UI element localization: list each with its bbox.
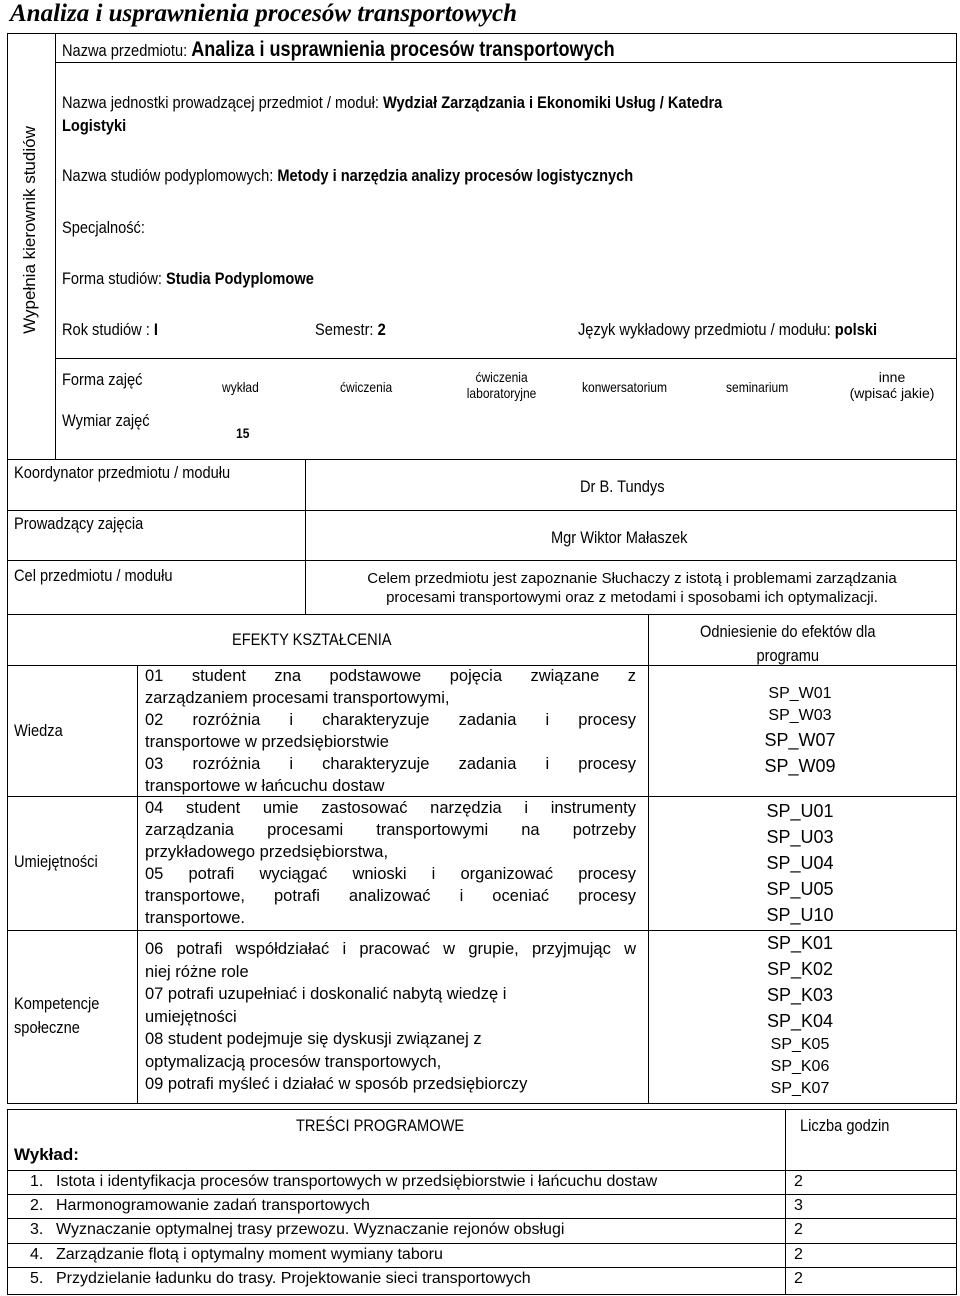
umiejetnosci-code: SP_U05 (766, 879, 834, 899)
forma-studiow-value: Studia Podyplomowe (166, 269, 314, 288)
tresci-item-text: Harmonogramowanie zadań transportowych (56, 1197, 370, 1214)
koordynator-label: Koordynator przedmiotu / modułu (14, 463, 231, 482)
inne-header-line2: (wpisać jakie) (849, 385, 935, 401)
umiejetnosci-codes (720, 798, 880, 928)
umiejetnosci-line: transportowe, potrafi analizować i oceniać procesy (145, 887, 636, 905)
forma-zajec-label: Forma zajęć (62, 370, 143, 389)
side-divider (55, 33, 56, 460)
lab-header (462, 369, 541, 401)
kompetencje-line: 07 potrafi uzupełniać i doskonalić nabytą wiedzę i (145, 985, 507, 1003)
specjalnosc-label: Specjalność: (62, 218, 145, 237)
kompetencje-code: SP_K04 (766, 1011, 834, 1031)
rok-label: Rok studiów : (62, 320, 150, 339)
umiejetnosci-line: przykładowego przedsiębiorstwa, (145, 843, 389, 861)
tresci-item-num: 3. (30, 1221, 44, 1238)
kompetencje-code: SP_K07 (770, 1080, 830, 1097)
tresci-item-hours: 2 (794, 1246, 803, 1263)
info-rule-1 (7, 510, 957, 511)
tresci-item-hours: 2 (794, 1173, 803, 1190)
kompetencje-label-line-1: Kompetencje (14, 994, 100, 1013)
tresci-item-num: 2. (30, 1197, 44, 1214)
wiedza-text (145, 665, 636, 797)
inne-header (842, 369, 942, 401)
studia-label: Nazwa studiów podyplomowych: (62, 166, 274, 185)
wiedza-line: 02 rozróżnia i charakteryzuje zadania i procesy (145, 711, 636, 729)
jednostka-row (62, 93, 722, 113)
kompetencje-line: umiejętności (145, 1007, 237, 1026)
jezyk-value: polski (834, 320, 878, 339)
prowadzacy-label: Prowadzący zajęcia (14, 514, 144, 533)
tresci-item-text: Istota i identyfikacja procesów transportowych w przedsiębiorstwie i łańcuchu dostaw (56, 1173, 658, 1190)
liczba-godzin-header: Liczba godzin (800, 1116, 890, 1135)
umiejetnosci-line: 04 student umie zastosować narzędzia i instrumenty (145, 799, 636, 817)
tresci-item-hours: 2 (794, 1270, 803, 1287)
tresci-item-hours: 3 (794, 1197, 803, 1214)
jezyk-label: Język wykładowy przedmiotu / modułu: (578, 320, 831, 339)
efekty-divider-left (137, 665, 138, 1104)
tresci-item-text: Wyznaczanie optymalnej trasy przewozu. Wyznaczanie rejonów obsługi (56, 1221, 565, 1238)
konwersatorium-header: konwersatorium (582, 379, 667, 395)
semestr-row (315, 320, 386, 340)
koordynator-value: Dr B. Tundys (580, 477, 665, 496)
kompetencje-line: 06 potrafi współdziałać i pracować w grupie, przyjmując w (145, 940, 636, 958)
tresci-item-text: Zarządzanie flotą i optymalny moment wymiany taboru (56, 1246, 443, 1263)
cel-value (310, 569, 954, 607)
cwiczenia-header: ćwiczenia (340, 379, 393, 395)
wiedza-line: zarządzaniem procesami transportowymi, (145, 689, 450, 707)
kompetencje-code: SP_K01 (766, 933, 834, 953)
side-label: Wypełnia kierownik studiów (20, 126, 39, 334)
cel-label: Cel przedmiotu / modułu (14, 566, 173, 585)
info-rule-2 (7, 560, 957, 561)
wiedza-codes (720, 683, 880, 779)
kompetencje-label (14, 992, 99, 1040)
document-title: Analiza i usprawnienia procesów transportowych (10, 0, 518, 27)
przedmiot-label: Nazwa przedmiotu: (62, 41, 188, 60)
tresci-item-hours: 2 (794, 1221, 803, 1238)
info-divider (305, 459, 306, 615)
tresci-rule-3 (7, 1243, 957, 1244)
kompetencje-code: SP_K03 (766, 985, 834, 1005)
wiedza-code: SP_W01 (768, 685, 832, 702)
cel-line-1: Celem przedmiotu jest zapoznanie Słuchaczy z istotą i problemami zarządzania (367, 570, 897, 587)
kompetencje-code: SP_K05 (770, 1036, 830, 1053)
umiejetnosci-code: SP_U10 (766, 905, 834, 925)
przedmiot-row (62, 38, 615, 62)
jednostka-label: Nazwa jednostki prowadzącej przedmiot / moduł: (62, 93, 379, 112)
jednostka-value-cont: Logistyki (62, 116, 127, 135)
umiejetnosci-line: transportowe. (145, 909, 245, 927)
tresci-rule-0 (7, 1170, 957, 1171)
rok-value: I (153, 320, 158, 339)
kompetencje-code: SP_K02 (766, 959, 834, 979)
studia-value: Metody i narzędzia analizy procesów logistycznych (277, 166, 634, 185)
lab-header-line1: ćwiczenia (475, 369, 528, 385)
semestr-label: Semestr: (315, 320, 374, 339)
umiejetnosci-label: Umiejętności (14, 852, 98, 871)
wyklad-header: wykład (222, 379, 259, 395)
wiedza-code: SP_W09 (764, 756, 836, 776)
seminarium-header: seminarium (726, 379, 789, 395)
wiedza-line: 01 student zna podstawowe pojęcia związane z (145, 667, 636, 685)
tresci-item-num: 4. (30, 1246, 44, 1263)
tresci-item-text: Przydzielanie ładunku do trasy. Projektowanie sieci transportowych (56, 1270, 531, 1287)
wiedza-line: transportowe w przedsiębiorstwie (145, 733, 389, 751)
tresci-item-num: 5. (30, 1270, 44, 1287)
odniesienie-header (700, 620, 876, 668)
lab-header-line2: laboratoryjne (466, 385, 537, 401)
wyklad-section-label: Wykład: (14, 1145, 79, 1164)
prowadzacy-value: Mgr Wiktor Małaszek (551, 528, 688, 547)
wiedza-label: Wiedza (14, 721, 63, 740)
tresci-rule-4 (7, 1267, 957, 1268)
forma-studiow-label: Forma studiów: (62, 269, 162, 288)
studia-row (62, 166, 633, 186)
kompetencje-codes (720, 930, 880, 1100)
umiejetnosci-text (145, 797, 636, 929)
kompetencje-code: SP_K06 (770, 1058, 830, 1075)
rok-row (62, 320, 158, 340)
kompetencje-line: 08 student podejmuje się dyskusji związanej z (145, 1030, 482, 1048)
kompetencje-text (145, 938, 636, 1096)
efekty-header: EFEKTY KSZTAŁCENIA (232, 630, 392, 649)
kompetencje-label-line-2: społeczne (14, 1018, 80, 1037)
tresci-item-num: 1. (30, 1173, 44, 1190)
tresci-rule-1 (7, 1194, 957, 1195)
tresci-header: TREŚCI PROGRAMOWE (296, 1116, 465, 1135)
wiedza-code: SP_W07 (764, 730, 836, 750)
forma-studiow-row (62, 269, 314, 289)
semestr-value: 2 (377, 320, 386, 339)
kompetencje-line: optymalizacją procesów transportowych, (145, 1052, 442, 1071)
kompetencje-line: 09 potrafi myśleć i działać w sposób przedsiębiorczy (145, 1075, 528, 1093)
header-rule (55, 62, 957, 63)
kompetencje-line: niej różne role (145, 962, 249, 981)
przedmiot-value: Analiza i usprawnienia procesów transportowych (191, 38, 615, 61)
tresci-rule-2 (7, 1218, 957, 1219)
umiejetnosci-line: zarządzania procesami transportowymi na potrzeby (145, 821, 636, 839)
odniesienie-line-1: Odniesienie do efektów dla (700, 622, 876, 641)
jezyk-row (578, 320, 877, 340)
wiedza-line: 03 rozróżnia i charakteryzuje zadania i procesy (145, 755, 636, 773)
jednostka-value: Wydział Zarządzania i Ekonomiki Usług / Katedra (382, 93, 723, 112)
efekty-divider-right (648, 614, 649, 1104)
wiedza-line: transportowe w łańcuchu dostaw (145, 777, 385, 795)
wymiar-zajec-label: Wymiar zajęć (62, 411, 150, 430)
zajecia-rule (55, 358, 957, 359)
wyklad-hours: 15 (236, 425, 250, 441)
cel-line-2: procesami transportowymi oraz z metodami i sposobami ich optymalizacji. (386, 589, 878, 606)
umiejetnosci-line: 05 potrafi wyciągać wnioski i organizować procesy (145, 865, 636, 883)
wiedza-code: SP_W03 (768, 707, 832, 724)
umiejetnosci-code: SP_U01 (766, 801, 834, 821)
umiejetnosci-code: SP_U04 (766, 853, 834, 873)
umiejetnosci-code: SP_U03 (766, 827, 834, 847)
inne-header-line1: inne (878, 369, 906, 385)
odniesienie-line-2: programu (756, 646, 820, 665)
